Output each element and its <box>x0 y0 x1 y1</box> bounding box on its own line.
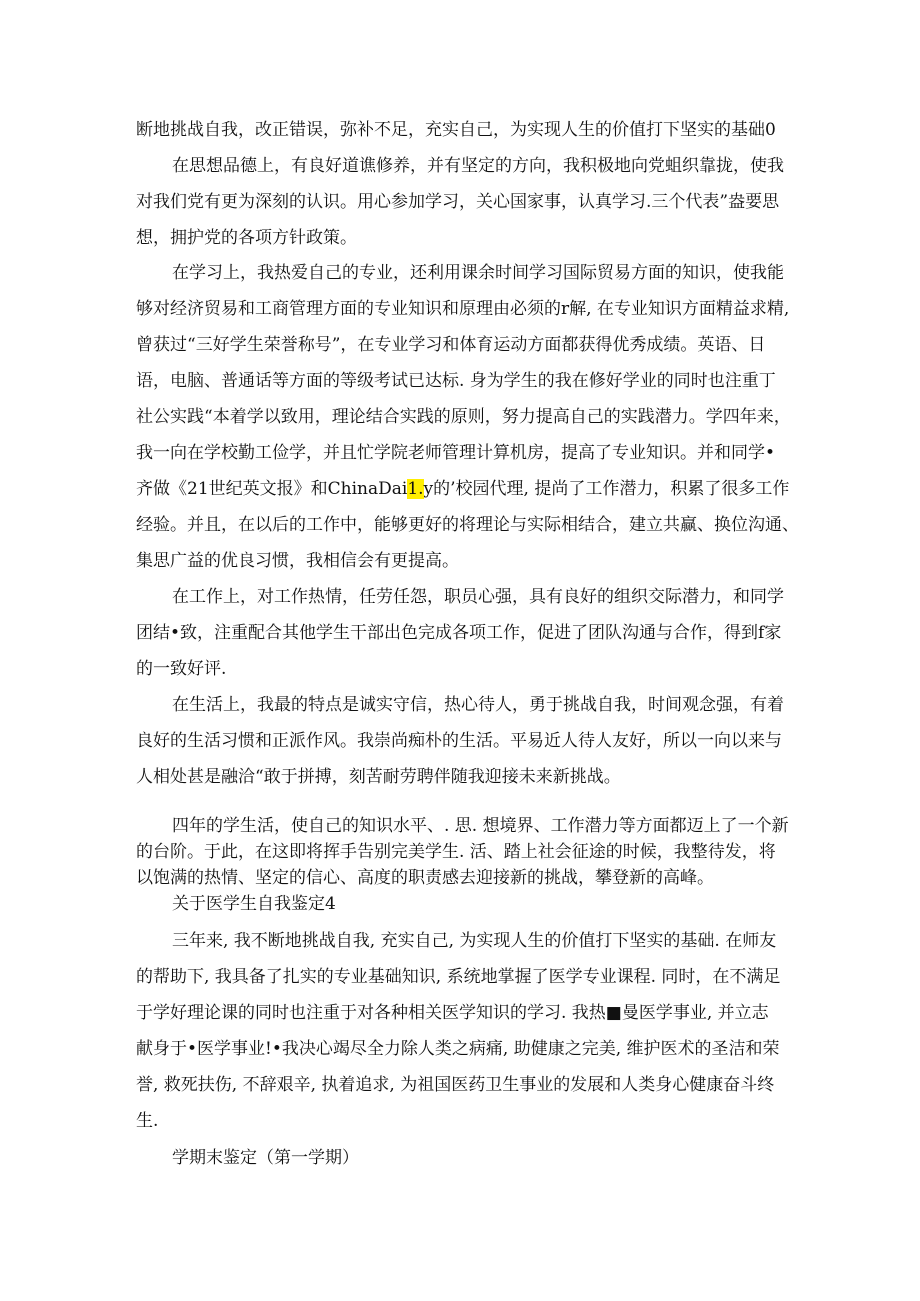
paragraph-life <box>136 687 788 795</box>
text-line: 的帮助下, 我具备了扎实的专业基础知识, 系统地掌握了医学专业课程. 同时，在不满足 <box>136 967 781 987</box>
paragraph-continuation <box>136 112 788 148</box>
text-line: 献身于•医学事业!•我决心竭尽全力除人类之病痛, 助健康之完美, 维护医术的圣洁和荣 <box>136 1039 780 1059</box>
text-line: 在思想品德上，有良好道谯修养，并有坚定的方向，我积极地向党蛆织靠拢，使我 <box>172 156 784 176</box>
section-heading-semester <box>136 1140 788 1176</box>
text-segment: y的’校园代理, 提尚了工作潜力，积累了很多工作 <box>423 479 790 499</box>
text-line: 经验。并且，在以后的工作中，能够更好的将理论与实际相结合，建立共赢、换位沟通、 <box>136 515 799 535</box>
heading-text: 学期末鉴定（第一学期） <box>172 1148 359 1168</box>
paragraph-work <box>136 579 788 687</box>
paragraph-medical <box>136 923 788 1139</box>
text-line: 社公实践“本着学以致用，理论结合实践的原则，努力提高自己的实践潜力。学四年来， <box>136 407 791 427</box>
text-line: 在生活上，我最的特点是诚实守信，热心待人，勇于挑战自我，时间观念强，有着 <box>172 695 784 715</box>
text-line: 誉, 救死扶伤, 不辞艰辛, 执着追求, 为祖国医药卫生事业的发展和人类身心健康奋斗终 <box>136 1075 775 1095</box>
text-line: 良好的生活习惯和正派作风。我崇尚痴朴的生活。平易近人待人友好，所以一向以来与 <box>136 731 782 751</box>
paragraph-summary <box>136 813 788 891</box>
heading-text: 关于医学生自我鉴定4 <box>172 894 336 914</box>
text-line: 对我们党有更为深刻的认识。用心参加学习，关心国家事，认真学习.三个代表”盎要思 <box>136 192 780 212</box>
text-line: 断地挑战自我，改正错误，弥补不足，充实自己，为实现人生的价值打下坚实的基础0 <box>136 120 776 140</box>
text-line: 在工作上，对工作热情，任劳任怨，职员心强，具有良好的组织交际潜力，和同学 <box>172 587 784 607</box>
text-line: 团结•致，注重配合其他学生干部出色完成各项工作，促进了团队沟通与合作，得到f家 <box>136 623 782 643</box>
text-line: 想，拥护党的各项方针政策。 <box>136 228 357 248</box>
text-line-with-highlight <box>136 471 788 507</box>
text-line: 生. <box>136 1111 159 1131</box>
text-line: 在学习上，我热爱自己的专业，还利用课余时间学习国际贸易方面的知识，使我能 <box>172 263 784 283</box>
paragraph-study <box>136 255 799 579</box>
text-segment: 齐做《21世纪英文报》和ChinaDai <box>136 479 408 499</box>
text-line: 的一致好评. <box>136 659 227 679</box>
text-line: 我一向在学校勤工俭学，并且忙学院老师管理计算机房，提高了专业知识。并和同学• <box>136 443 776 463</box>
text-line: 四年的学生活，使自己的知识水平、. 思. 想境界、工作潜力等方面都迈上了一个新 <box>172 816 789 836</box>
text-line: 人相处甚是融洽“敢于拼搏，刻苦耐劳聘伴随我迎接未来新挑战。 <box>136 767 621 787</box>
text-line: 以饱满的热情、坚定的信心、高度的职责感去迎接新的挑战，攀登新的高峰。 <box>136 868 714 888</box>
paragraph-ideology <box>136 148 788 256</box>
text-line: 集思广益的优良习惯，我相信会有更提高。 <box>136 551 459 571</box>
text-line: 的台阶。于此，在这即将挥手告别完美学生. 活、踏上社会征途的时候，我整待发，将 <box>136 842 776 862</box>
section-heading <box>136 886 788 922</box>
text-line: 于学好理论课的同时也注重于对各种相关医学知识的学习. 我热■曼医学事业, 并立志 <box>136 1003 769 1023</box>
text-line: 三年来, 我不断地挑战自我, 充实自己, 为实现人生的价值打下坚实的基础. 在师友 <box>172 931 777 951</box>
text-line: 语，电脑、普通话等方面的等级考试已达标. 身为学生的我在修好学业的同时也注重丁 <box>136 371 776 391</box>
highlighted-text: 1. <box>407 479 424 499</box>
text-line: 够对经济贸易和工商管理方面的专业知识和原理由必须的r解, 在专业知识方面精益求精, <box>136 299 790 319</box>
text-line: 曾获过“三好学生荣誉称号”，在专业学习和体育运动方面都获得优秀成绩。英语、日 <box>136 335 766 355</box>
